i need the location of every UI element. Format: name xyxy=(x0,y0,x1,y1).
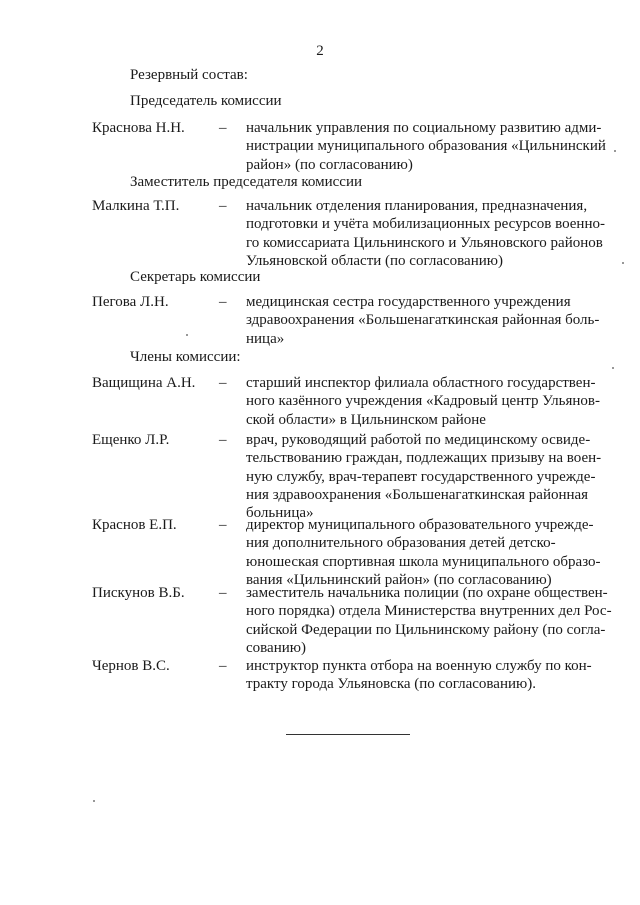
member-dash: – xyxy=(219,658,227,674)
member-description xyxy=(246,197,612,270)
closing-line xyxy=(286,734,410,735)
member-name: Краснова Н.Н. xyxy=(92,120,185,136)
member-name: Пегова Л.Н. xyxy=(92,294,169,310)
description-line: подготовки и учёта мобилизационных ресурсов военно- xyxy=(246,216,605,233)
member-dash: – xyxy=(219,585,227,601)
description-line: район» (по согласованию) xyxy=(246,156,413,173)
description-line: ской области» в Цильнинском районе xyxy=(246,411,486,428)
description-line: юношеская спортивная школа муниципального образо- xyxy=(246,553,601,570)
scan-speck xyxy=(622,262,624,264)
scan-speck xyxy=(93,800,95,802)
member-description xyxy=(246,431,612,522)
description-line: заместитель начальника полиции (по охране обществен- xyxy=(246,585,608,601)
description-line: сийской Федерации по Цильнинскому району (по согла- xyxy=(246,621,606,638)
scan-speck xyxy=(612,367,614,369)
description-line: Ульяновской области (по согласованию) xyxy=(246,252,503,269)
member-name: Малкина Т.П. xyxy=(92,198,180,214)
member-description xyxy=(246,374,612,429)
description-line: ного порядка) отдела Министерства внутренних дел Рос- xyxy=(246,603,612,620)
member-description xyxy=(246,584,612,657)
section-heading-deputy: Заместитель председателя комиссии xyxy=(130,174,363,190)
description-line: больница» xyxy=(246,505,314,522)
description-line: врач, руководящий работой по медицинскому освиде- xyxy=(246,432,591,448)
scan-speck xyxy=(186,334,188,336)
description-line: ница» xyxy=(246,330,285,347)
member-dash: – xyxy=(219,375,227,391)
reserve-title: Резервный состав: xyxy=(130,67,248,83)
member-description xyxy=(246,293,612,348)
page-number: 2 xyxy=(316,43,324,59)
description-line: директор муниципального образовательного учрежде- xyxy=(246,517,594,533)
description-line: ния дополнительного образования детей детско- xyxy=(246,535,556,552)
description-line: тельствованию граждан, подлежащих призыву на воен- xyxy=(246,450,602,467)
description-line: инструктор пункта отбора на военную службу по кон- xyxy=(246,658,592,674)
member-name: Ващищина А.Н. xyxy=(92,375,196,391)
description-line: здравоохранения «Большенагаткинская районная боль- xyxy=(246,312,600,329)
member-dash: – xyxy=(219,198,227,214)
member-description xyxy=(246,657,612,694)
description-line: сованию) xyxy=(246,639,306,656)
description-line: го комиссариата Цильнинского и Ульяновского районов xyxy=(246,234,603,251)
member-description xyxy=(246,516,612,589)
description-line: ния здравоохранения «Большенагаткинская районная xyxy=(246,486,589,503)
member-name: Чернов В.С. xyxy=(92,658,170,674)
description-line: ную службу, врач-терапевт государственного учрежде- xyxy=(246,468,596,485)
member-dash: – xyxy=(219,432,227,448)
member-dash: – xyxy=(219,517,227,533)
member-name: Ещенко Л.Р. xyxy=(92,432,170,448)
section-heading-secretary: Секретарь комиссии xyxy=(130,269,261,285)
scan-speck xyxy=(614,150,616,152)
description-line: начальник отделения планирования, предназначения, xyxy=(246,198,588,214)
description-line: нистрации муниципального образования «Цильнинский xyxy=(246,138,606,155)
member-description xyxy=(246,119,612,174)
description-line: вания «Цильнинский район» (по согласованию) xyxy=(246,571,552,588)
member-name: Краснов Е.П. xyxy=(92,517,177,533)
section-heading-members: Члены комиссии: xyxy=(130,349,241,365)
member-dash: – xyxy=(219,294,227,310)
description-line: начальник управления по социальному развитию адми- xyxy=(246,120,602,136)
description-line: ного казённого учреждения «Кадровый центр Ульянов- xyxy=(246,393,600,410)
description-line: медицинская сестра государственного учреждения xyxy=(246,294,571,310)
description-line: тракту города Ульяновска (по согласованию). xyxy=(246,676,536,693)
member-dash: – xyxy=(219,120,227,136)
section-heading-chairman: Председатель комиссии xyxy=(130,93,282,109)
description-line: старший инспектор филиала областного государствен- xyxy=(246,375,596,391)
member-name: Пискунов В.Б. xyxy=(92,585,185,601)
